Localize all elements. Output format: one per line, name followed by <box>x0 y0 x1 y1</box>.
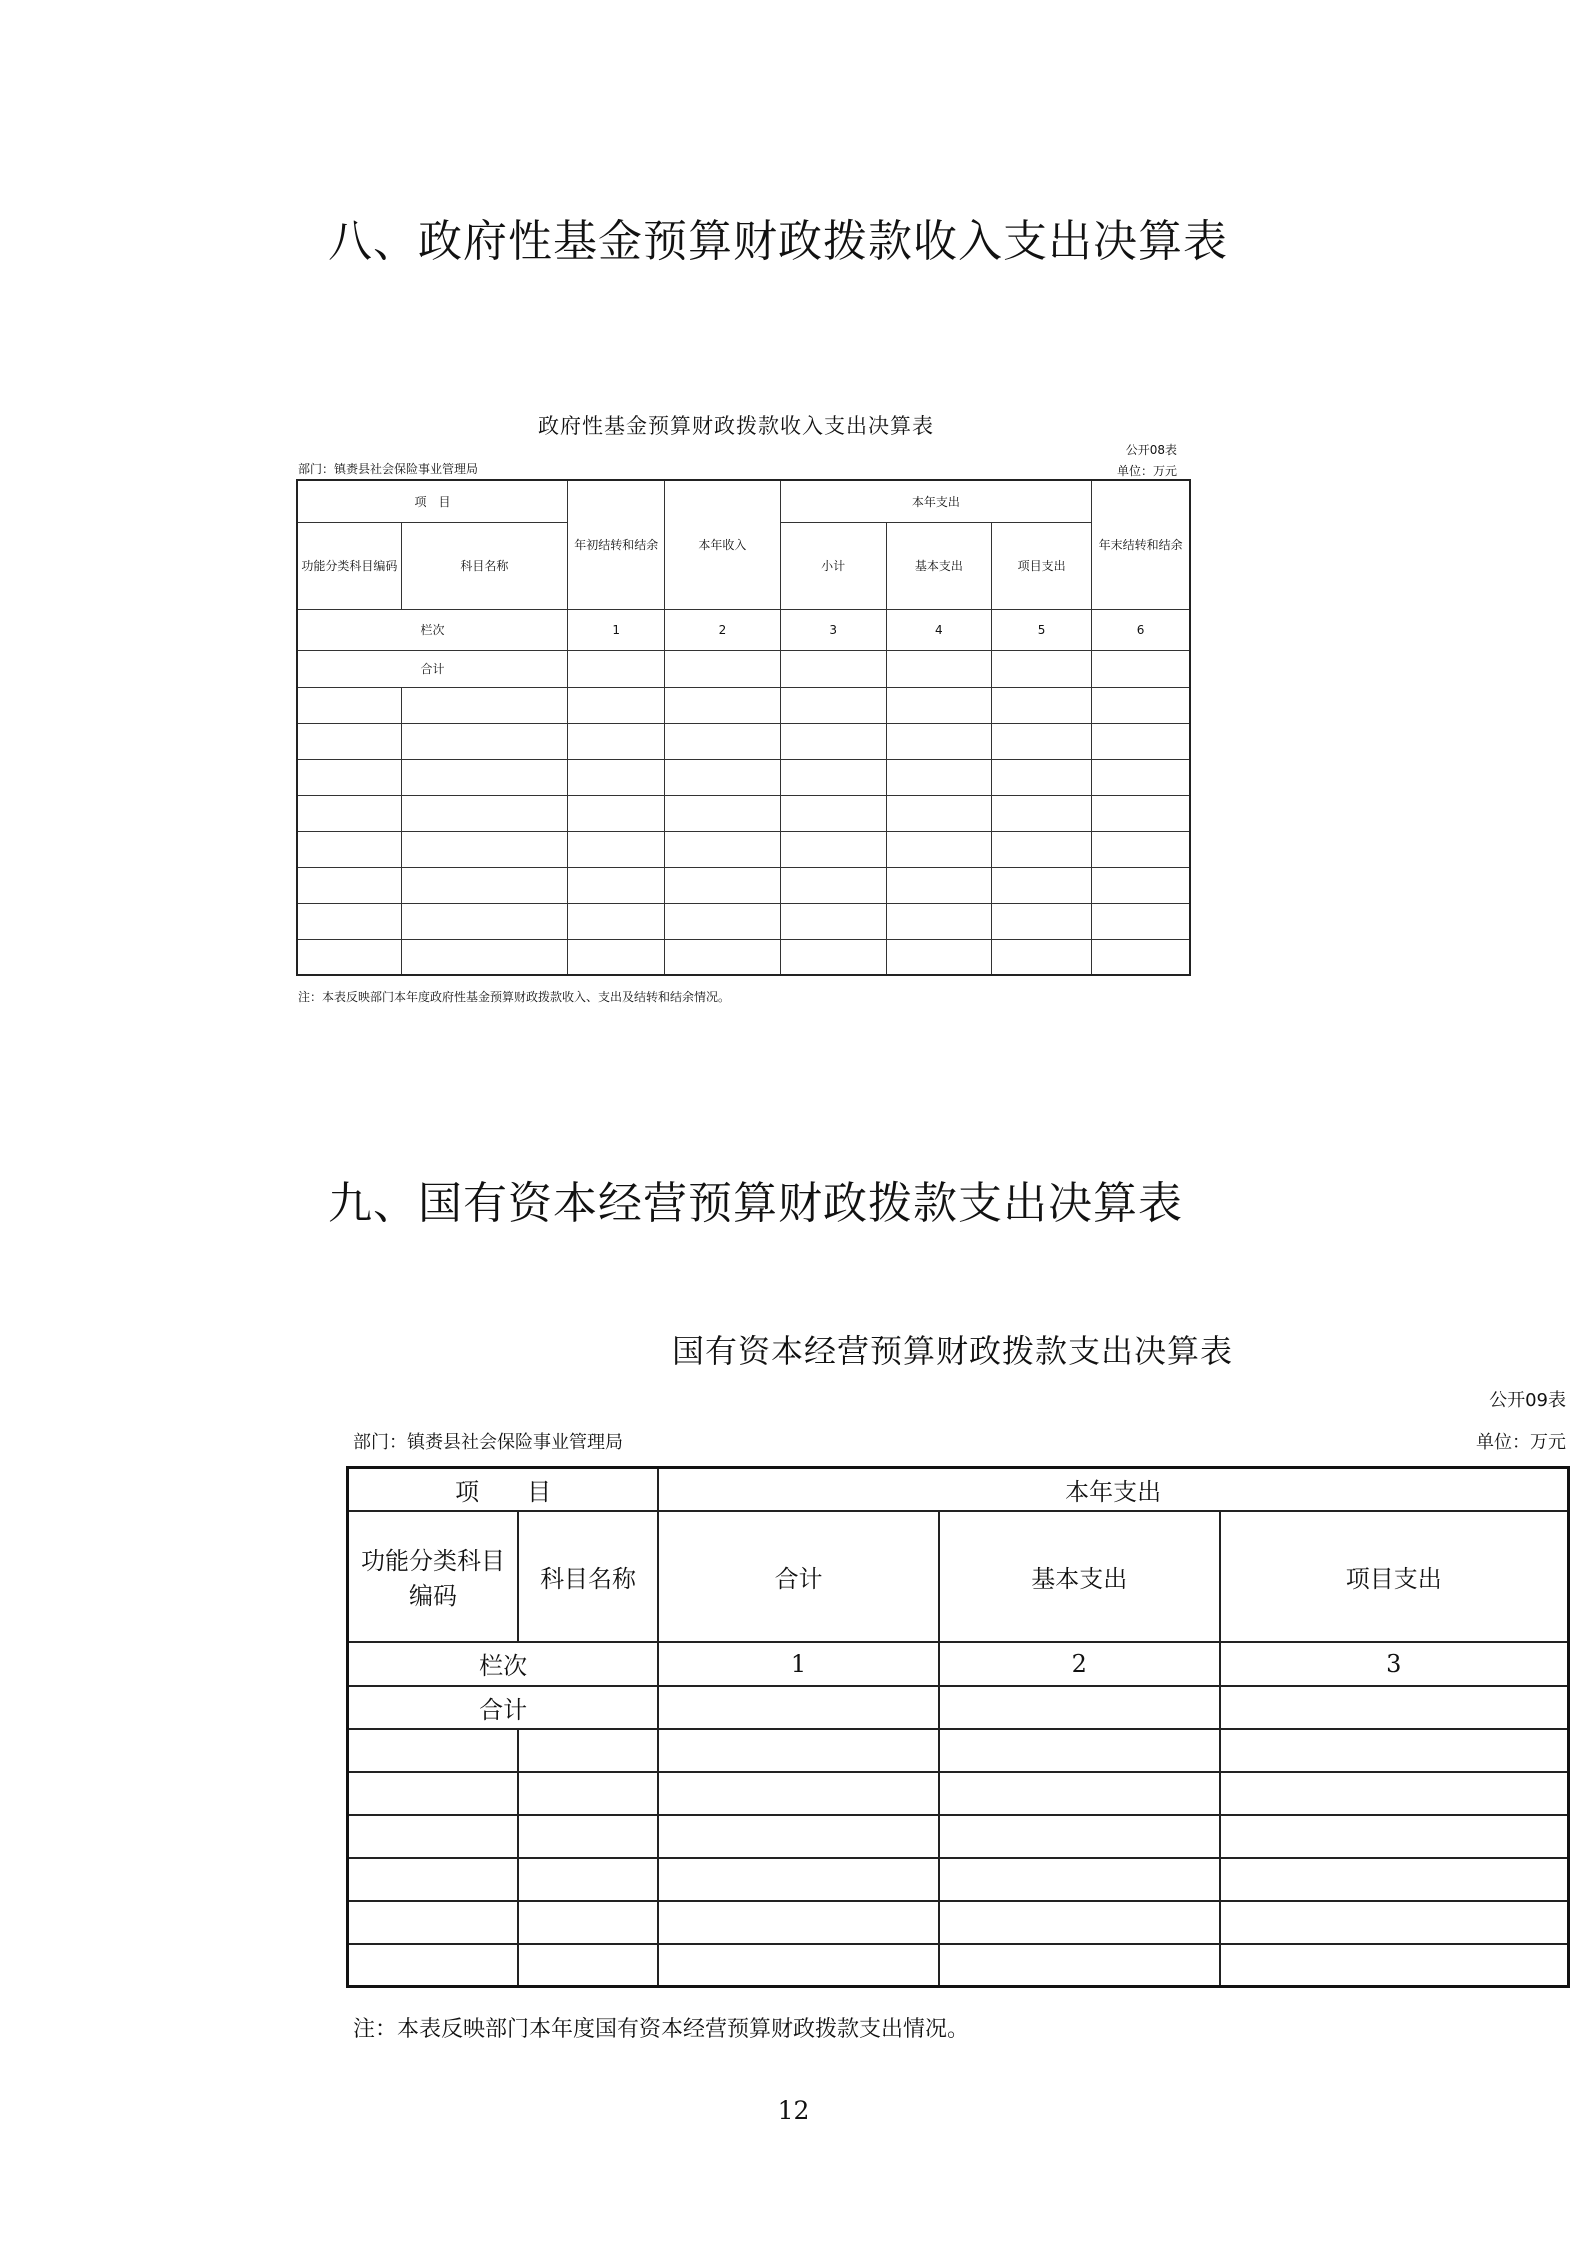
table-cell <box>1092 650 1190 687</box>
table-cell <box>886 795 991 831</box>
header-basic: 基本支出 <box>886 522 991 609</box>
table-row <box>348 1729 1569 1772</box>
table-cell <box>518 1901 658 1944</box>
table-cell <box>401 831 567 867</box>
table-title: 政府性基金预算财政拨款收入支出决算表 <box>538 414 934 438</box>
column-index-label: 栏次 <box>297 609 568 650</box>
table-row <box>297 903 1190 939</box>
table-cell <box>780 759 886 795</box>
table-cell <box>348 1772 518 1815</box>
table-cell <box>780 903 886 939</box>
header-total: 合计 <box>658 1511 939 1642</box>
table-cell <box>658 1772 939 1815</box>
table-note: 注：本表反映部门本年度国有资本经营预算财政拨款支出情况。 <box>353 2017 970 2042</box>
table-title: 国有资本经营预算财政拨款支出决算表 <box>672 1332 1234 1370</box>
table-cell <box>568 831 665 867</box>
table-cell <box>780 795 886 831</box>
column-number: 2 <box>665 609 780 650</box>
table-cell <box>658 1686 939 1729</box>
header-subtotal: 小计 <box>780 522 886 609</box>
table-cell <box>658 1815 939 1858</box>
table-cell <box>939 1686 1220 1729</box>
table-cell <box>939 1815 1220 1858</box>
table-cell <box>518 1772 658 1815</box>
table-cell <box>991 723 1091 759</box>
table-cell <box>518 1858 658 1901</box>
table-cell <box>658 1858 939 1901</box>
table-cell <box>939 1772 1220 1815</box>
table-cell <box>348 1815 518 1858</box>
table-cell <box>1092 759 1190 795</box>
table-cell <box>991 939 1091 975</box>
total-label: 合计 <box>297 650 568 687</box>
table-cell <box>886 831 991 867</box>
table-row <box>348 1815 1569 1858</box>
table-cell <box>518 1815 658 1858</box>
table-row <box>348 1772 1569 1815</box>
table-cell <box>297 759 401 795</box>
table-cell <box>401 903 567 939</box>
table-row <box>297 795 1190 831</box>
table-cell <box>1092 831 1190 867</box>
table-cell <box>1092 795 1190 831</box>
table-cell <box>665 650 780 687</box>
section-heading-state-capital: 九、国有资本经营预算财政拨款支出决算表 <box>328 1178 1183 1229</box>
table-cell <box>568 759 665 795</box>
table-cell <box>401 723 567 759</box>
table-cell <box>1220 1901 1569 1944</box>
table-cell <box>1220 1772 1569 1815</box>
table-cell <box>1092 939 1190 975</box>
table-cell <box>1220 1686 1569 1729</box>
table-cell <box>991 650 1091 687</box>
table-cell <box>991 831 1091 867</box>
table-cell <box>348 1858 518 1901</box>
header-expenditure: 本年支出 <box>658 1468 1568 1511</box>
table-cell <box>1220 1729 1569 1772</box>
table-cell <box>886 759 991 795</box>
column-number: 4 <box>886 609 991 650</box>
table-cell <box>568 903 665 939</box>
header-ending-balance: 年末结转和结余 <box>1092 480 1190 609</box>
table-cell <box>886 867 991 903</box>
table-cell <box>1092 903 1190 939</box>
header-project: 项目支出 <box>991 522 1091 609</box>
table-cell <box>568 650 665 687</box>
header-item: 项 目 <box>297 480 568 522</box>
column-number: 6 <box>1092 609 1190 650</box>
header-item: 项 目 <box>348 1468 659 1511</box>
table-cell <box>665 795 780 831</box>
table-cell <box>780 831 886 867</box>
table-cell <box>658 1729 939 1772</box>
table-cell <box>780 867 886 903</box>
table-cell <box>1220 1815 1569 1858</box>
header-name: 科目名称 <box>518 1511 658 1642</box>
column-number: 5 <box>991 609 1091 650</box>
table-row <box>297 867 1190 903</box>
table-cell <box>665 687 780 723</box>
unit-label: 单位：万元 <box>1476 1432 1566 1453</box>
table-cell <box>991 687 1091 723</box>
table-cell <box>401 939 567 975</box>
table-cell <box>658 1944 939 1987</box>
table-cell <box>348 1729 518 1772</box>
table-cell <box>297 939 401 975</box>
table-cell <box>939 1944 1220 1987</box>
unit-label: 单位：万元 <box>1116 464 1177 478</box>
table-cell <box>886 903 991 939</box>
table-cell <box>939 1901 1220 1944</box>
table-cell <box>939 1858 1220 1901</box>
government-fund-table <box>296 479 1191 976</box>
table-cell <box>1092 723 1190 759</box>
table-cell <box>568 939 665 975</box>
column-index-label: 栏次 <box>348 1642 659 1686</box>
table-cell <box>297 867 401 903</box>
form-number: 公开09表 <box>1489 1390 1566 1411</box>
table-cell <box>1220 1944 1569 1987</box>
table-cell <box>401 759 567 795</box>
table-cell <box>780 687 886 723</box>
table-cell <box>991 867 1091 903</box>
column-number: 2 <box>939 1642 1220 1686</box>
table-row <box>348 1944 1569 1987</box>
form-number: 公开08表 <box>1125 443 1177 457</box>
table-cell <box>886 650 991 687</box>
table-cell <box>886 723 991 759</box>
table-row <box>297 939 1190 975</box>
table-cell <box>568 867 665 903</box>
table-cell <box>297 831 401 867</box>
header-expenditure: 本年支出 <box>780 480 1092 522</box>
table-row <box>297 687 1190 723</box>
page-number: 12 <box>777 2096 810 2125</box>
department-label: 部门：镇赉县社会保险事业管理局 <box>353 1432 623 1453</box>
column-number: 1 <box>658 1642 939 1686</box>
table-cell <box>1092 867 1190 903</box>
header-name: 科目名称 <box>401 522 567 609</box>
table-note: 注：本表反映部门本年度政府性基金预算财政拨款收入、支出及结转和结余情况。 <box>298 990 731 1004</box>
table-cell <box>886 939 991 975</box>
table-row <box>348 1901 1569 1944</box>
state-capital-table <box>346 1466 1570 1988</box>
table-cell <box>401 867 567 903</box>
section-heading-government-fund: 八、政府性基金预算财政拨款收入支出决算表 <box>328 216 1228 267</box>
table-cell <box>518 1944 658 1987</box>
table-cell <box>568 723 665 759</box>
table-cell <box>665 723 780 759</box>
table-cell <box>297 795 401 831</box>
table-cell <box>568 687 665 723</box>
table-row <box>348 1858 1569 1901</box>
table-cell <box>991 795 1091 831</box>
table-cell <box>348 1944 518 1987</box>
table-cell <box>401 687 567 723</box>
table-cell <box>1220 1858 1569 1901</box>
table-cell <box>1092 687 1190 723</box>
table-cell <box>665 939 780 975</box>
table-cell <box>568 795 665 831</box>
header-beginning-balance: 年初结转和结余 <box>568 480 665 609</box>
header-income: 本年收入 <box>665 480 780 609</box>
table-cell <box>658 1901 939 1944</box>
table-cell <box>401 795 567 831</box>
table-cell <box>297 903 401 939</box>
department-label: 部门：镇赉县社会保险事业管理局 <box>298 462 479 476</box>
table-cell <box>665 903 780 939</box>
table-cell <box>780 939 886 975</box>
table-cell <box>939 1729 1220 1772</box>
column-number: 1 <box>568 609 665 650</box>
header-code: 功能分类科目编码 <box>297 522 401 609</box>
table-row <box>297 831 1190 867</box>
table-cell <box>780 723 886 759</box>
table-cell <box>780 650 886 687</box>
header-project: 项目支出 <box>1220 1511 1569 1642</box>
column-number: 3 <box>1220 1642 1569 1686</box>
table-cell <box>518 1729 658 1772</box>
column-number: 3 <box>780 609 886 650</box>
table-cell <box>348 1901 518 1944</box>
table-cell <box>886 687 991 723</box>
table-cell <box>297 723 401 759</box>
table-cell <box>297 687 401 723</box>
table-cell <box>665 759 780 795</box>
header-basic: 基本支出 <box>939 1511 1220 1642</box>
table-cell <box>991 759 1091 795</box>
table-row <box>297 723 1190 759</box>
header-code: 功能分类科目编码 <box>348 1511 518 1642</box>
table-row <box>297 759 1190 795</box>
table-cell <box>665 867 780 903</box>
table-cell <box>991 903 1091 939</box>
total-label: 合计 <box>348 1686 659 1729</box>
table-cell <box>665 831 780 867</box>
